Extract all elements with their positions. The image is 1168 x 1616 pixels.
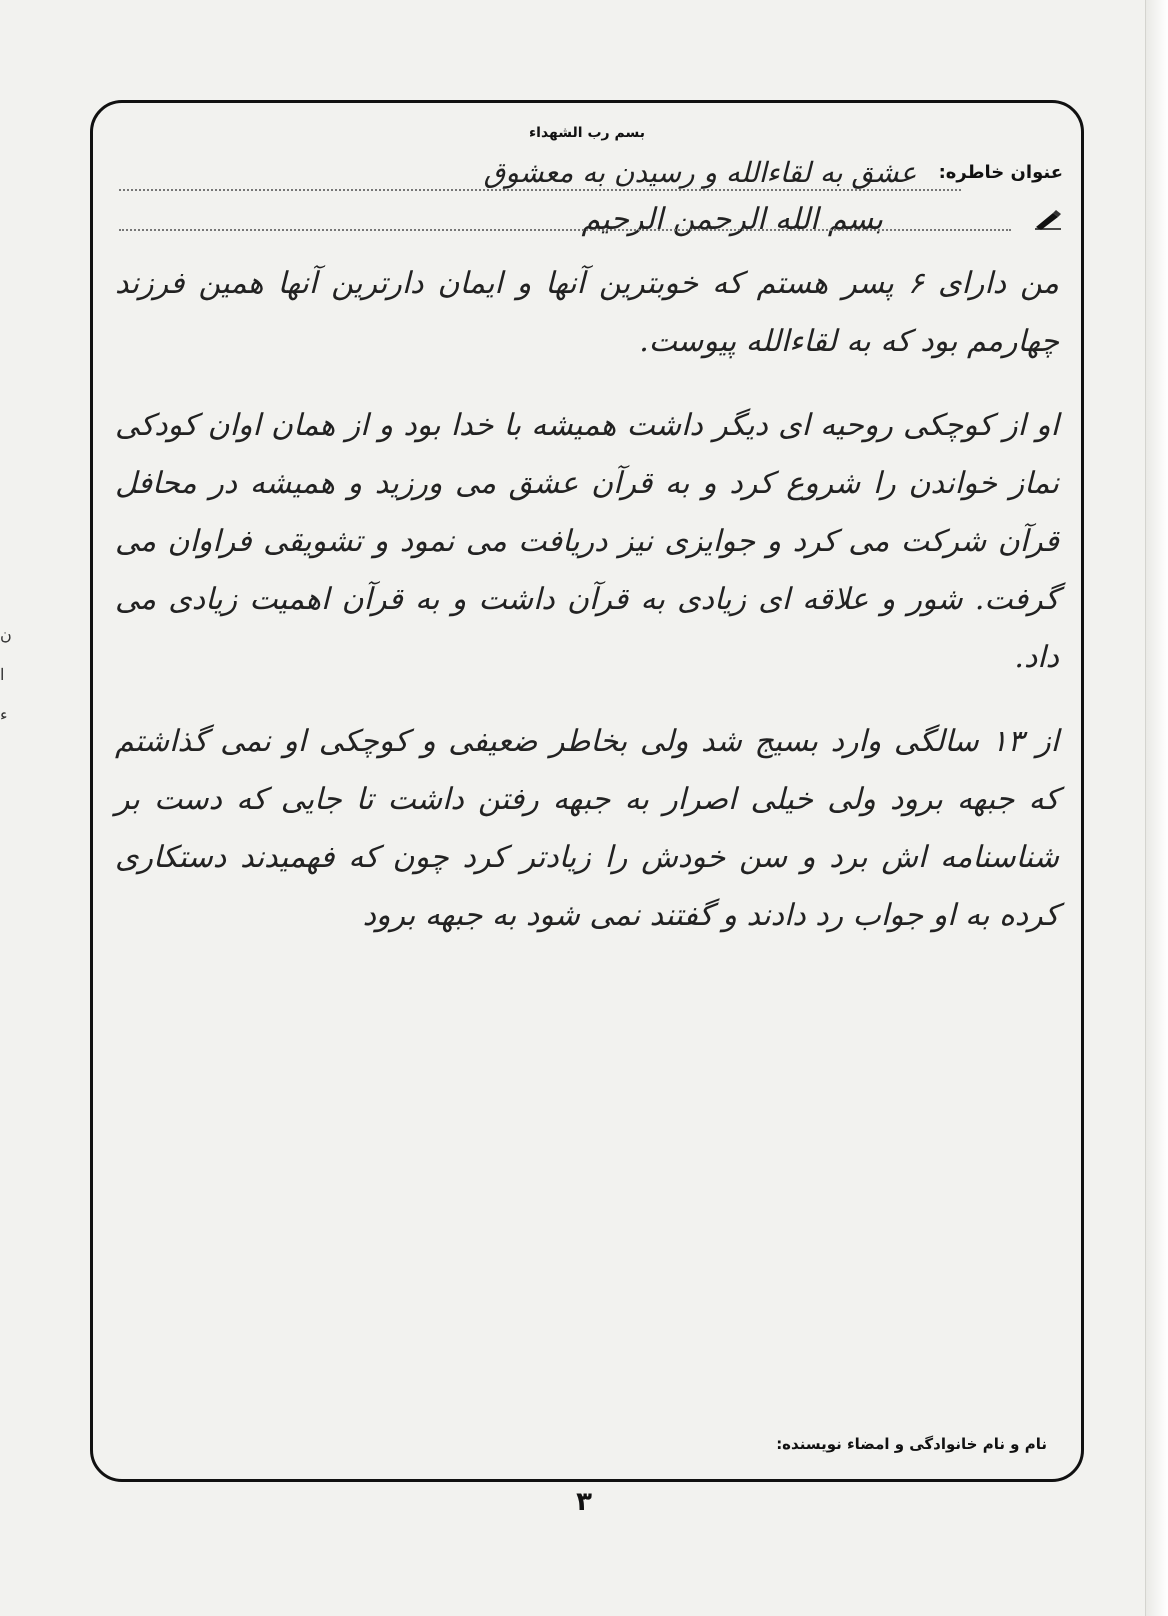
memory-title-row [111,151,1063,193]
page-number: ۳ [576,1487,592,1517]
margin-marks: ن ا ء [0,625,12,724]
memory-sheet-frame [90,100,1084,1482]
memory-paragraph: من دارای ۶ پسر هستم که خوبترین آنها و ایمان دارترین آنها همین فرزند چهارمم بود که به لقاءالله پیوست. [115,266,1059,359]
handwritten-basmala: بسم الله الرحمن الرحیم [581,201,883,237]
page-edge [1145,0,1168,1616]
memory-title-value: عشق به لقاءالله و رسیدن به معشوق [483,155,917,189]
header-basmala: بسم رب الشهداء [529,125,645,141]
pen-writing-icon [1033,208,1063,230]
memory-paragraph: از ۱۳ سالگی وارد بسیج شد ولی بخاطر ضعیفی و کوچکی او نمی گذاشتم که جبهه برود ولی خیلی اصرار به جبهه رفتن داشت تا جایی که دست بر شناسنامه اش برد و سن خودش را زیادتر کرد چون که فهمیدند دستکاری کرده به او جواب رد دادند و گفتند نمی شود به جبهه برود [115,724,1060,933]
author-signature-label: نام و نام خانوادگی و امضاء نویسنده: [776,1435,1047,1453]
dotted-line [119,229,1011,231]
handwritten-memory-text [115,255,1059,971]
writing-row [119,199,1063,239]
memory-paragraph: او از کوچکی روحیه ای دیگر داشت همیشه با خدا بود و از همان اوان کودکی نماز خواندن را شروع کرد و به قرآن عشق می ورزید و همیشه در محافل قرآن شرکت می کرد و جوایزی نیز دریافت می نمود و تشویقی فراوان می گرفت. شور و علاقه ای زیادی به قرآن داشت و به قرآن اهمیت زیادی می داد. [115,408,1059,675]
dotted-line [119,189,961,191]
memory-title-label: عنوان خاطره: [938,161,1063,183]
